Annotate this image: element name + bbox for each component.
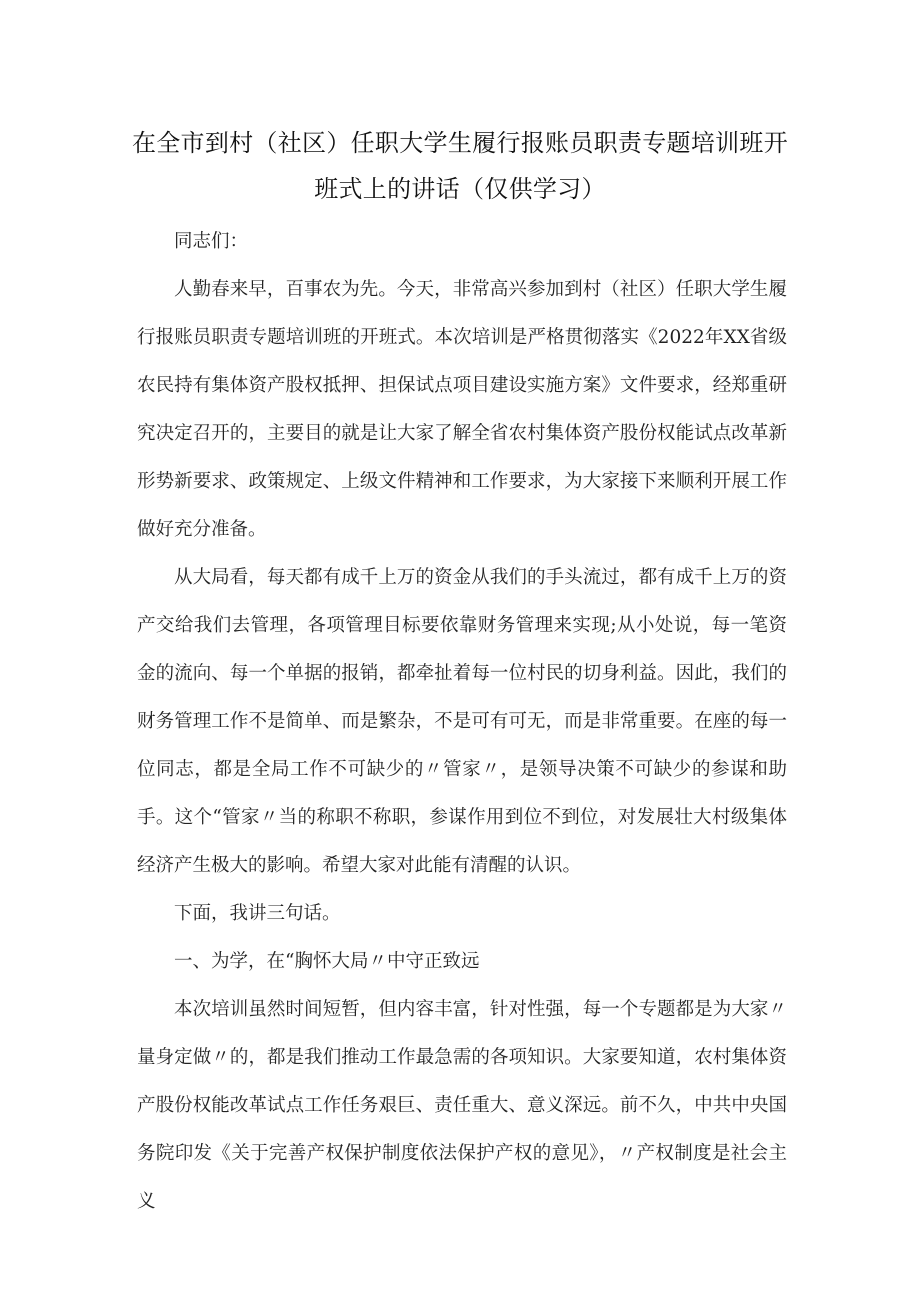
paragraph: 本次培训虽然时间短暂，但内容丰富，针对性强，每一个专题都是为大家〃量身定做〃的，都是我们推动工作最急需的各项知识。大家要知道，农村集体资产股份权能改革试点工作任务艰巨、责任重大、意义深远。前不久，中共中央国务院印发《关于完善产权保护制度依法保护产权的意见》，〃产权制度是社会主义 (137, 999, 787, 1212)
paragraph: 人勤春来早，百事农为先。今天，非常高兴参加到村（社区）任职大学生履行报账员职责专题培训班的开班式。本次培训是严格贯彻落实《2022年XX省级农民持有集体资产股权抵押、担保试点项目建设实施方案》文件要求，经郑重研究决定召开的，主要目的就是让大家了解全省农村集体资产股份权能试点改革新形势新要求、政策规定、上级文件精神和工作要求，为大家接下来顺利开展工作做好充分准备。 (137, 279, 787, 540)
paragraph-salutation: 同志们： (174, 231, 249, 252)
document-title: 在全市到村（社区）任职大学生履行报账员职责专题培训班开班式上的讲话（仅供学习） (131, 129, 789, 203)
paragraph: 从大局看，每天都有成千上万的资金从我们的手头流过，都有成千上万的资产交给我们去管理，各项管理目标要依靠财务管理来实现;从小处说，每一笔资金的流向、每一个单据的报销，都牵扯着每一位村民的切身利益。因此，我们的财务管理工作不是简单、而是繁杂，不是可有可无，而是非常重要。在座的每一位同志，都是全局工作不可缺少的〃管家〃，是领导决策不可缺少的参谋和助手。这个“管家〃当的称职不称职，参谋作用到位不到位，对发展壮大村级集体经济产生极大的影响。希望大家对此能有清醒的认识。 (137, 567, 787, 876)
paragraph: 下面，我讲三句话。 (174, 903, 341, 924)
document-body (137, 218, 787, 1226)
section-heading: 一、为学，在“胸怀大局〃中守正致远 (174, 951, 480, 972)
